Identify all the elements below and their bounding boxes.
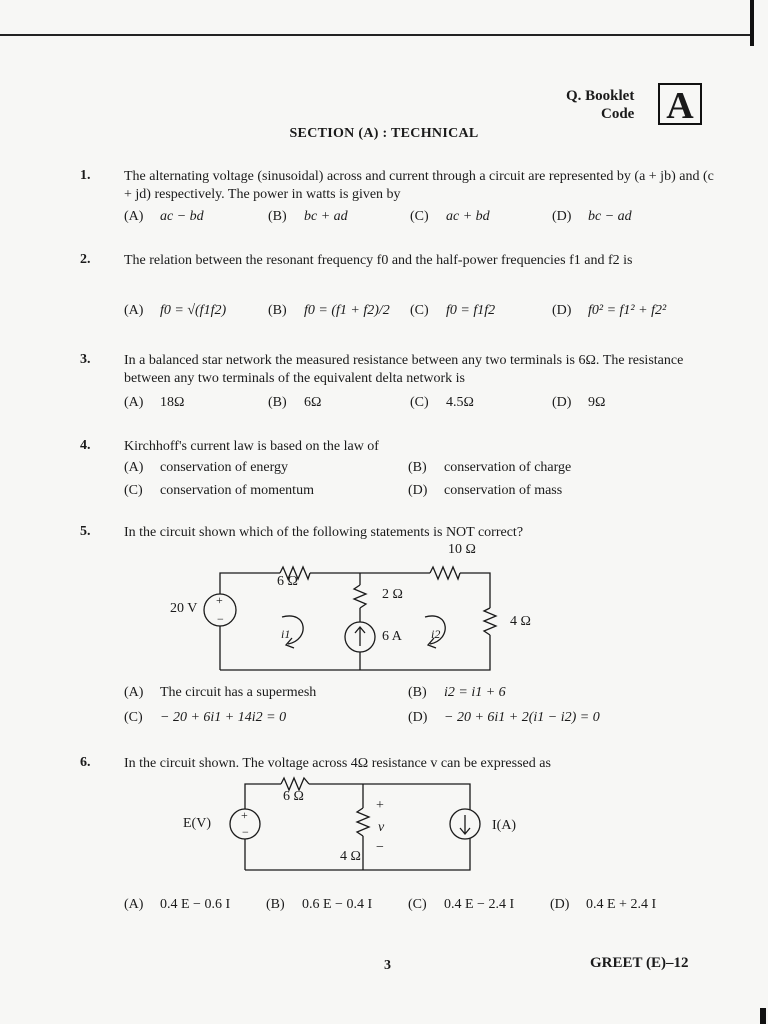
- q2-option-b-label: (B): [268, 303, 287, 318]
- q6-option-b-label: (B): [266, 897, 285, 912]
- q5-wire-right-top: [460, 573, 490, 608]
- q4-option-b: [408, 460, 571, 476]
- q4-option-d-label: (D): [408, 483, 428, 498]
- q6-option-a-text: 0.4 E − 0.6 I: [160, 897, 231, 912]
- q2-option-c: [410, 303, 495, 319]
- q5-option-c: [124, 710, 286, 726]
- booklet-label-line2: Code: [601, 106, 635, 122]
- q3-option-b-label: (B): [268, 395, 287, 410]
- q2-option-c-label: (C): [410, 303, 429, 318]
- q1-option-a-text: ac − bd: [160, 209, 204, 224]
- q1-option-c: [410, 209, 490, 225]
- q6-option-d: [550, 897, 656, 913]
- q5-option-d: [408, 710, 600, 726]
- q1-option-b-text: bc + ad: [304, 209, 348, 224]
- question-3-text: In a balanced star network the measured resistance between any two terminals is 6Ω. The resistance between any two terminals of the equivalent delta network is: [124, 353, 684, 386]
- q6-label-v: v: [378, 820, 385, 835]
- question-1-number: 1.: [80, 168, 91, 183]
- q3-option-b-text: 6Ω: [304, 395, 322, 410]
- q3-option-d-label: (D): [552, 395, 572, 410]
- q5-label-6ohm: 6 Ω: [277, 574, 298, 589]
- q3-option-d-text: 9Ω: [588, 395, 606, 410]
- q1-option-a: [124, 209, 204, 225]
- q3-option-b: [268, 395, 321, 411]
- q6-option-c: [408, 897, 514, 913]
- q2-option-d-label: (D): [552, 303, 572, 318]
- q6-resistor-4ohm: [357, 808, 369, 836]
- q6-option-a: [124, 897, 230, 913]
- paper-code: GREET (E)–12: [590, 955, 689, 971]
- page-edge-mark: [750, 0, 754, 46]
- q4-option-a: [124, 460, 288, 476]
- q5-label-20v: 20 V: [170, 601, 198, 616]
- q5-label-2ohm: 2 Ω: [382, 587, 403, 602]
- q5-option-c-label: (C): [124, 710, 143, 725]
- q5-option-a-label: (A): [124, 685, 144, 700]
- q6-label-4ohm: 4 Ω: [340, 849, 361, 864]
- section-title: SECTION (A) : TECHNICAL: [289, 126, 479, 141]
- q6-label-minus: −: [376, 840, 384, 855]
- q6-label-ia: I(A): [492, 818, 517, 833]
- q2-option-a-text: f0 = √(f1f2): [160, 303, 227, 318]
- q1-option-d-label: (D): [552, 209, 572, 224]
- q2-option-b-text: f0 = (f1 + f2)/2: [304, 303, 390, 318]
- q5-label-i2: i2: [431, 627, 441, 641]
- q6-option-d-label: (D): [550, 897, 570, 912]
- q5-option-d-label: (D): [408, 710, 428, 725]
- q4-option-b-text: conservation of charge: [444, 460, 572, 475]
- q2-option-a: [124, 303, 226, 319]
- q5-label-10ohm: 10 Ω: [448, 542, 476, 557]
- q2-option-b: [268, 303, 390, 319]
- q5-option-d-text: − 20 + 6i1 + 2(i1 − i2) = 0: [444, 710, 600, 725]
- q2-option-c-text: f0 = f1f2: [446, 303, 496, 318]
- q3-option-c-label: (C): [410, 395, 429, 410]
- q5-label-i1: i1: [281, 627, 291, 641]
- question-5-number: 5.: [80, 524, 91, 539]
- booklet-code-box: A: [658, 83, 702, 125]
- question-1-text: The alternating voltage (sinusoidal) across and current through a circuit are represented by (a + jb) and (c + jd) respectively. The power in watts is given by: [124, 169, 714, 202]
- q4-option-c-label: (C): [124, 483, 143, 498]
- q4-option-d: [408, 483, 562, 499]
- q1-option-b-label: (B): [268, 209, 287, 224]
- q1-option-a-label: (A): [124, 209, 144, 224]
- circuit-diagram-q5: [160, 540, 510, 675]
- question-4-number: 4.: [80, 438, 91, 453]
- q5-resistor-10ohm: [430, 567, 460, 579]
- q1-option-c-text: ac + bd: [446, 209, 490, 224]
- q6-option-b: [266, 897, 372, 913]
- booklet-label-line1: Q. Booklet: [566, 88, 635, 104]
- q5-label-6a: 6 A: [382, 629, 402, 644]
- question-2-number: 2.: [80, 252, 91, 267]
- q4-option-a-label: (A): [124, 460, 144, 475]
- q3-option-c-text: 4.5Ω: [446, 395, 474, 410]
- q4-option-b-label: (B): [408, 460, 427, 475]
- q6-label-6ohm: 6 Ω: [283, 789, 304, 804]
- q6-option-d-text: 0.4 E + 2.4 I: [586, 897, 657, 912]
- q3-option-a: [124, 395, 184, 411]
- svg-text:−: −: [217, 612, 224, 626]
- q3-option-d: [552, 395, 605, 411]
- question-6-number: 6.: [80, 755, 91, 770]
- top-rule: [0, 34, 752, 36]
- q3-option-a-label: (A): [124, 395, 144, 410]
- question-2-text: The relation between the resonant frequency f0 and the half-power frequencies f1 and f2 is: [124, 253, 633, 268]
- q5-resistor-4ohm: [484, 608, 496, 635]
- q1-option-b: [268, 209, 348, 225]
- question-3-number: 3.: [80, 352, 91, 367]
- q5-option-a: [124, 685, 316, 701]
- q1-option-d: [552, 209, 632, 225]
- q4-option-c: [124, 483, 314, 499]
- q4-option-c-text: conservation of momentum: [160, 483, 314, 498]
- q4-option-a-text: conservation of energy: [160, 460, 289, 475]
- q5-label-4ohm: 4 Ω: [510, 614, 531, 629]
- question-5-text: In the circuit shown which of the following statements is NOT correct?: [124, 525, 524, 540]
- q6-label-ev: E(V): [183, 816, 211, 831]
- q5-option-b-label: (B): [408, 685, 427, 700]
- q3-option-c: [410, 395, 474, 411]
- page-number: 3: [384, 958, 391, 973]
- svg-text:+: +: [241, 808, 248, 822]
- question-4-text: Kirchhoff's current law is based on the law of: [124, 439, 379, 454]
- booklet-code-label: [566, 87, 634, 123]
- page-corner-mark: [760, 1008, 766, 1024]
- q5-resistor-2ohm: [354, 585, 366, 608]
- q6-option-a-label: (A): [124, 897, 144, 912]
- q2-option-d: [552, 303, 666, 319]
- q5-option-c-text: − 20 + 6i1 + 14i2 = 0: [160, 710, 287, 725]
- q5-option-a-text: The circuit has a supermesh: [160, 685, 317, 700]
- q4-option-d-text: conservation of mass: [444, 483, 563, 498]
- q5-option-b-text: i2 = i1 + 6: [444, 685, 506, 700]
- q6-option-b-text: 0.6 E − 0.4 I: [302, 897, 373, 912]
- q1-option-c-label: (C): [410, 209, 429, 224]
- q5-option-b: [408, 685, 506, 701]
- question-6-text: In the circuit shown. The voltage across 4Ω resistance v can be expressed as: [124, 756, 551, 771]
- q2-option-d-text: f0² = f1² + f2²: [588, 303, 667, 318]
- svg-text:−: −: [242, 825, 249, 839]
- svg-text:+: +: [216, 593, 223, 607]
- q2-option-a-label: (A): [124, 303, 144, 318]
- q6-option-c-label: (C): [408, 897, 427, 912]
- q1-option-d-text: bc − ad: [588, 209, 632, 224]
- q3-option-a-text: 18Ω: [160, 395, 185, 410]
- q6-option-c-text: 0.4 E − 2.4 I: [444, 897, 515, 912]
- q6-label-plus: +: [376, 798, 384, 813]
